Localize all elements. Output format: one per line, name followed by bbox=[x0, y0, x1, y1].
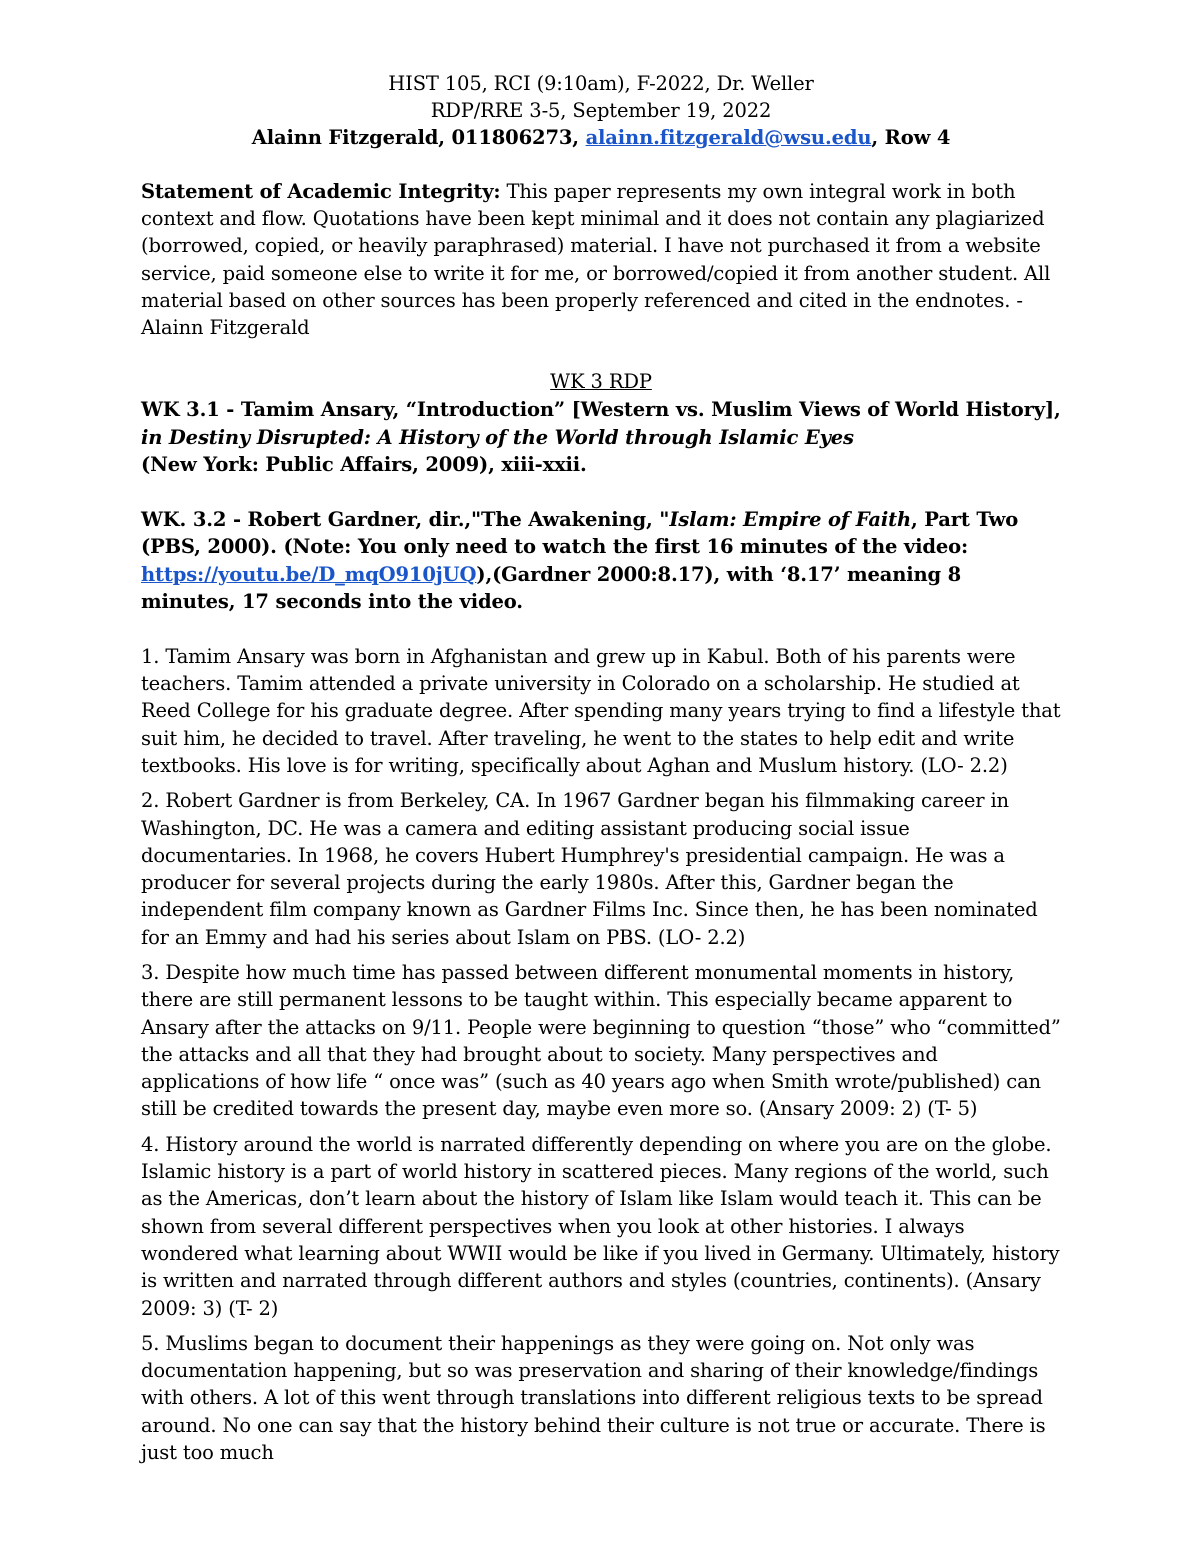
reading-3-2-series-title: Islam: Empire of Faith bbox=[669, 507, 911, 531]
reading-3-2 bbox=[141, 506, 1061, 616]
reading-3-1-citation: WK 3.1 - Tamim Ansary, “Introduction” [Western vs. Muslim Views of World History], bbox=[141, 398, 1061, 422]
answer-1: 1. Tamim Ansary was born in Afghanistan and grew up in Kabul. Both of his parents were teachers. Tamim attended a private university in Colorado on a scholarship. He studied at Reed College for his graduate degree. After spending many years trying to find a lifestyle that suit him, he decided to travel. After traveling, he went to the states to help edit and write textbooks. His love is for writing, specifically about Aghan and Muslum history. (LO- 2.2) bbox=[141, 644, 1061, 777]
email-link[interactable]: alainn.fitzgerald@wsu.edu bbox=[585, 126, 872, 149]
video-link[interactable]: https://youtu.be/D_mqO910jUQ bbox=[141, 562, 477, 586]
reading-3-2-note: , Part Two (PBS, 2000). (Note: You only need to watch the first 16 minutes of the video: bbox=[141, 507, 1019, 559]
answer-4: 4. History around the world is narrated differently depending on where you are on the globe. Islamic history is a part of world history in scattered pieces. Many regions of the world, such as the Americas, don’t learn about the history of Islam like Islam would teach it. This can be shown from several different perspectives when you look at other histories. I always wondered what learning about WWII would be like if you lived in Germany. Ultimately, history is written and narrated through different authors and styles (countries, continents). (Ansary 2009: 3) (T- 2) bbox=[141, 1132, 1060, 1320]
reading-3-2-timestamp-note: ),(Gardner 2000:8.17), with ‘8.17’ meaning 8 minutes, 17 seconds into the video. bbox=[141, 562, 962, 614]
document-page bbox=[141, 70, 1061, 1474]
author-info: Alainn Fitzgerald, 011806273, bbox=[251, 126, 586, 149]
reading-3-2-citation: WK. 3.2 - Robert Gardner, dir.,"The Awakening, " bbox=[141, 507, 670, 531]
answer-3: 3. Despite how much time has passed between different monumental moments in history, there are still permanent lessons to be taught within. This especially became apparent to Ansary after the attacks on 9/11. People were beginning to question “those” who “committed” the attacks and all that they had brought about to society. Many perspectives and applications of how life “ once was” (such as 40 years ago when Smith wrote/published) can still be credited towards the present day, maybe even more so. (Ansary 2009: 2) (T- 5) bbox=[141, 960, 1061, 1121]
spacer bbox=[141, 479, 1061, 506]
integrity-label: Statement of Academic Integrity: bbox=[141, 180, 501, 203]
course-line: HIST 105, RCI (9:10am), F-2022, Dr. Weller bbox=[388, 72, 814, 95]
integrity-text: This paper represents my own integral work in both context and flow. Quotations have been kept minimal and it does not contain any plagiarized (borrowed, copied, or heavily paraphrased) material. I have not purchased it from a website service, paid someone else to write it for me, or borrowed/copied it from another student. All material based on other sources has been properly referenced and cited in the endnotes. - Alainn Fitzgerald bbox=[141, 180, 1051, 340]
row-info: , Row 4 bbox=[871, 126, 951, 149]
answer-5: 5. Muslims began to document their happenings as they were going on. Not only was documentation happening, but so was preservation and sharing of their knowledge/findings with others. A lot of this went through translations into different religious texts to be spread around. No one can say that the history behind their culture is not true or accurate. There is just too much bbox=[141, 1331, 1046, 1465]
integrity-statement bbox=[141, 178, 1061, 341]
reading-3-1-book-title: in Destiny Disrupted: A History of the World through Islamic Eyes bbox=[141, 425, 854, 449]
document-header bbox=[141, 70, 1061, 151]
answers-list bbox=[141, 643, 1061, 1467]
author-line bbox=[141, 124, 1061, 151]
section-title: WK 3 RDP bbox=[550, 370, 652, 394]
answer-2: 2. Robert Gardner is from Berkeley, CA. In 1967 Gardner began his filmmaking career in Washington, DC. He was a camera and editing assistant producing social issue documentaries. In 1968, he covers Hubert Humphrey's presidential campaign. He was a producer for several projects during the early 1980s. After this, Gardner began the independent film company known as Gardner Films Inc. Since then, he has been nominated for an Emmy and had his series about Islam on PBS. (LO- 2.2) bbox=[141, 789, 1038, 949]
reading-3-1-publisher: (New York: Public Affairs, 2009), xiii-xxii. bbox=[141, 453, 587, 477]
reading-3-1 bbox=[141, 396, 1061, 479]
assignment-line: RDP/RRE 3-5, September 19, 2022 bbox=[430, 99, 772, 122]
